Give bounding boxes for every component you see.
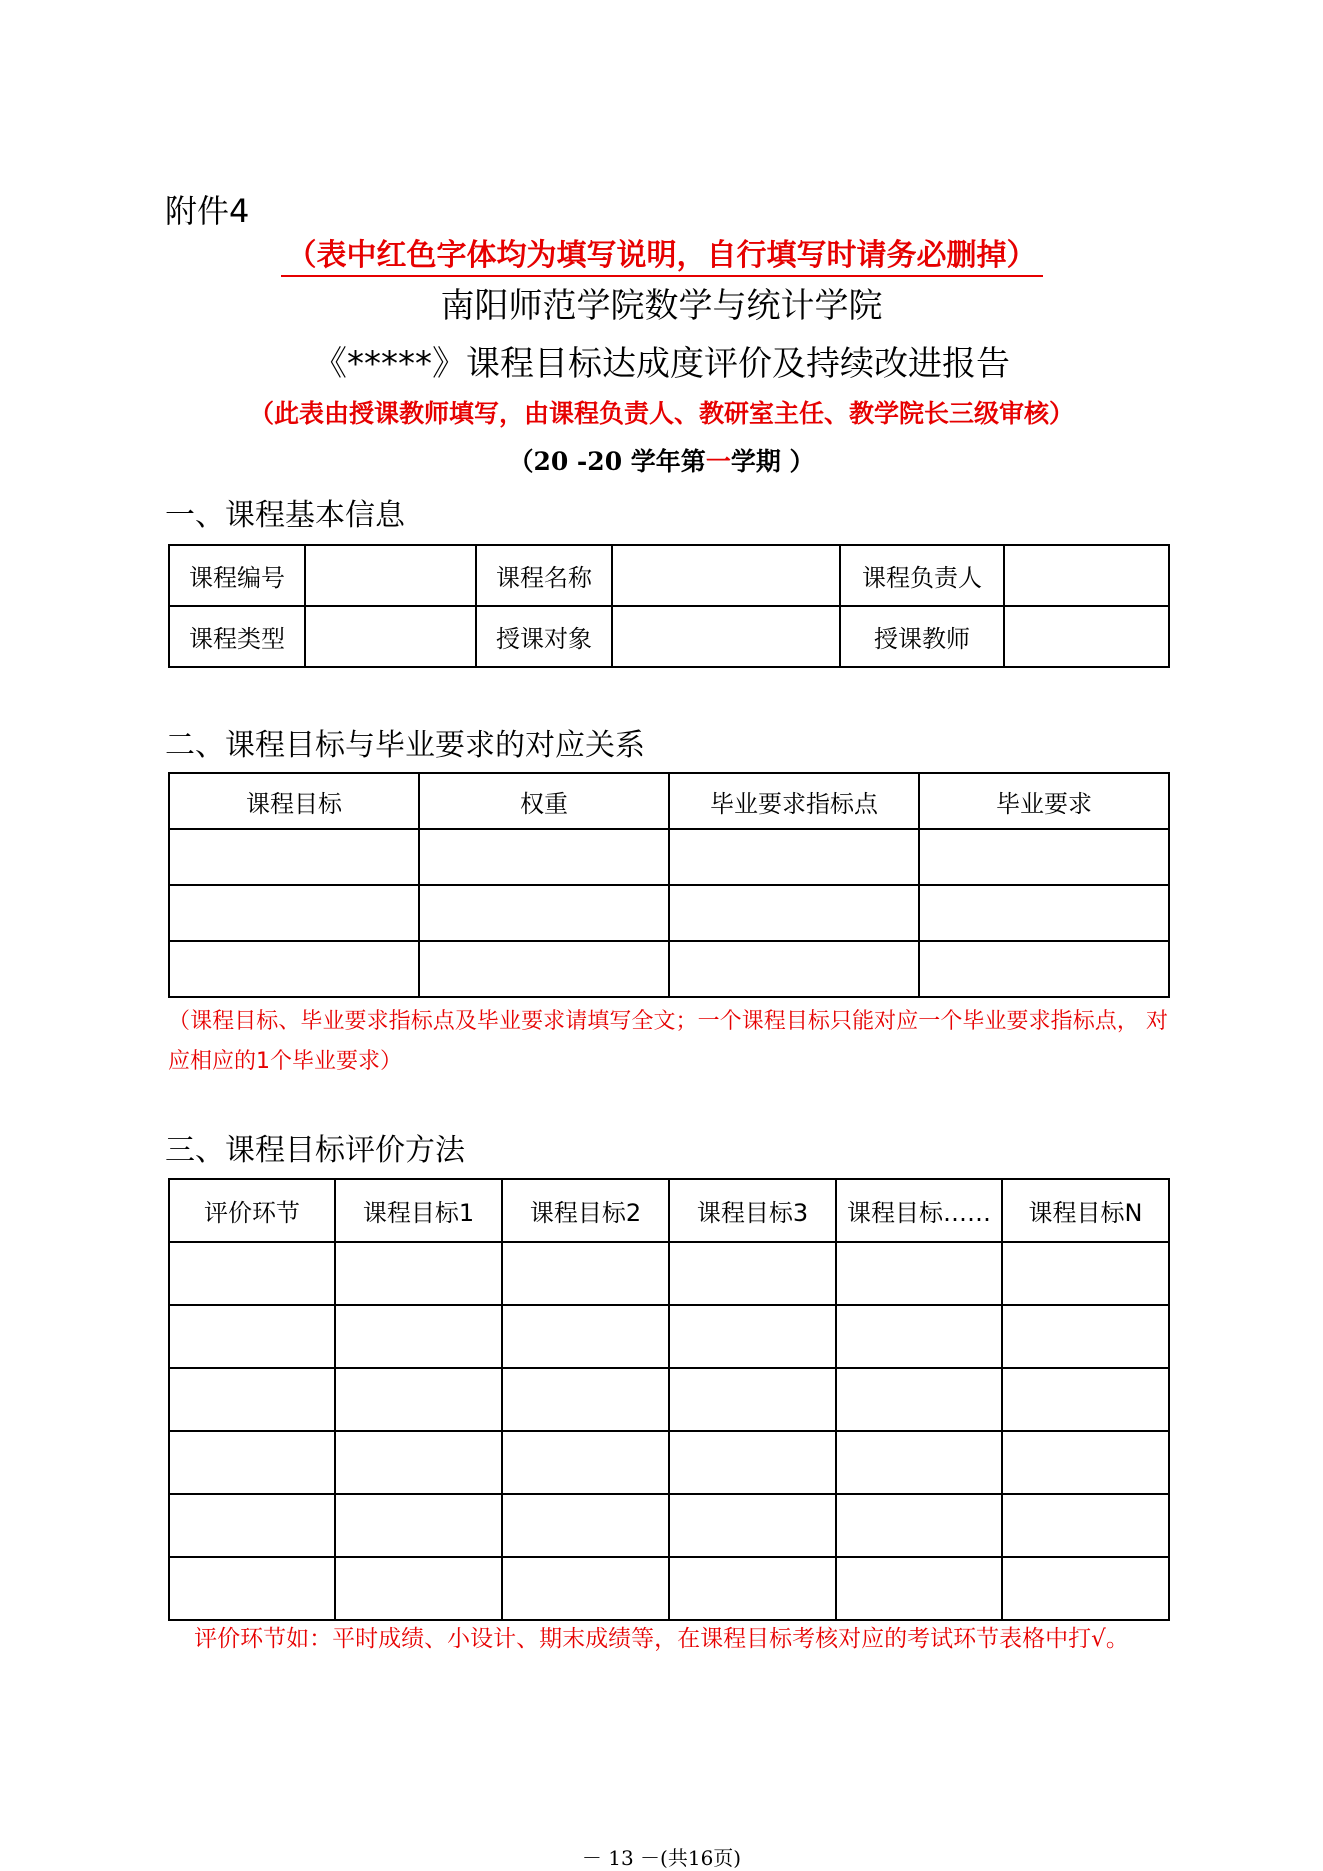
course-name-field[interactable] [612,545,840,606]
page-footer: － 13 －(共16页) [581,1846,742,1870]
table-cell[interactable] [1002,1242,1169,1305]
course-code-field[interactable] [305,545,476,606]
teacher-field[interactable] [1004,606,1169,667]
school-name: 南阳师范学院数学与统计学院 [440,286,883,326]
table-row [169,1368,1169,1431]
table-cell[interactable] [919,941,1169,997]
header-objective-1: 课程目标1 [335,1179,502,1242]
header-objective-n: 课程目标N [1002,1179,1169,1242]
table-row [169,1431,1169,1494]
section2-note: （课程目标、毕业要求指标点及毕业要求请填写全文；一个课程目标只能对应一个毕业要求指标点， 对应相应的1个毕业要求） [168,1009,1168,1074]
table-cell[interactable] [669,1242,836,1305]
course-type-field[interactable] [305,606,476,667]
table-cell[interactable] [169,1242,335,1305]
table-row [169,1494,1169,1557]
table-cell[interactable] [836,1494,1002,1557]
header-evaluation-item: 评价环节 [169,1179,335,1242]
table-header-row [169,1179,1169,1242]
table-row [169,885,1169,941]
table-row [169,1242,1169,1305]
table-cell[interactable] [669,829,919,885]
table-cell[interactable] [836,1242,1002,1305]
table-cell[interactable] [169,1305,335,1368]
table-cell[interactable] [335,1368,502,1431]
table-cell[interactable] [669,1368,836,1431]
header-graduation-requirement: 毕业要求 [919,773,1169,829]
term-highlight: 一 [705,447,731,476]
table-cell[interactable] [1002,1431,1169,1494]
term-line [0,442,1323,478]
table-cell[interactable] [169,941,419,997]
header-course-objective: 课程目标 [169,773,419,829]
course-name-label: 课程名称 [476,545,612,606]
section3-title: 三、课程目标评价方法 [165,1133,465,1168]
table-cell[interactable] [169,1431,335,1494]
table-cell[interactable] [335,1305,502,1368]
table-cell[interactable] [419,829,669,885]
table-row [169,1557,1169,1620]
course-type-label: 课程类型 [169,606,305,667]
target-students-label: 授课对象 [476,606,612,667]
header-indicator: 毕业要求指标点 [669,773,919,829]
table-cell[interactable] [919,829,1169,885]
term-prefix: （20 -20 学年第 [508,447,706,476]
table-cell[interactable] [502,1494,669,1557]
section1-title: 一、课程基本信息 [165,498,405,533]
header-objective-2: 课程目标2 [502,1179,669,1242]
table-cell[interactable] [919,885,1169,941]
section2-title: 二、课程目标与毕业要求的对应关系 [165,728,645,763]
table-cell[interactable] [669,1494,836,1557]
table-cell[interactable] [669,1305,836,1368]
header-objective-3: 课程目标3 [669,1179,836,1242]
table-cell[interactable] [502,1557,669,1620]
table-cell[interactable] [502,1368,669,1431]
table-cell[interactable] [669,941,919,997]
table-cell[interactable] [335,1494,502,1557]
table-cell[interactable] [335,1431,502,1494]
table-cell[interactable] [1002,1305,1169,1368]
table-cell[interactable] [1002,1557,1169,1620]
table-row [169,829,1169,885]
table-cell[interactable] [502,1431,669,1494]
table-cell[interactable] [169,1494,335,1557]
table-row [169,606,1169,667]
table-cell[interactable] [169,1368,335,1431]
header-weight: 权重 [419,773,669,829]
table-cell[interactable] [669,885,919,941]
table-cell[interactable] [419,941,669,997]
table-cell[interactable] [1002,1368,1169,1431]
table-cell[interactable] [169,885,419,941]
objective-mapping-table [168,772,1170,998]
table-cell[interactable] [335,1557,502,1620]
course-code-label: 课程编号 [169,545,305,606]
table-cell[interactable] [836,1431,1002,1494]
table-row [169,941,1169,997]
table-row [169,545,1169,606]
table-cell[interactable] [169,1557,335,1620]
target-students-field[interactable] [612,606,840,667]
term-suffix: 学期 ） [730,447,815,476]
report-title: 《*****》课程目标达成度评价及持续改进报告 [313,344,1010,384]
table-cell[interactable] [335,1242,502,1305]
table-cell[interactable] [669,1557,836,1620]
table-cell[interactable] [836,1557,1002,1620]
table-cell[interactable] [419,885,669,941]
table-header-row [169,773,1169,829]
evaluation-method-table [168,1178,1170,1621]
table-cell[interactable] [169,829,419,885]
course-leader-field[interactable] [1004,545,1169,606]
basic-info-table [168,544,1170,668]
table-cell[interactable] [502,1305,669,1368]
table-cell[interactable] [669,1431,836,1494]
table-cell[interactable] [836,1305,1002,1368]
audit-note: （此表由授课教师填写，由课程负责人、教研室主任、教学院长三级审核） [248,399,1074,428]
table-cell[interactable] [502,1242,669,1305]
table-cell[interactable] [836,1368,1002,1431]
header-objective-more: 课程目标…… [836,1179,1002,1242]
attachment-label: 附件4 [165,192,250,230]
teacher-label: 授课教师 [840,606,1004,667]
table-cell[interactable] [1002,1494,1169,1557]
table-row [169,1305,1169,1368]
course-leader-label: 课程负责人 [840,545,1004,606]
red-fill-notice-text: （表中红色字体均为填写说明，自行填写时请务必删掉） [281,238,1043,277]
red-fill-notice [0,230,1323,274]
section3-note: 评价环节如：平时成绩、小设计、期末成绩等，在课程目标考核对应的考试环节表格中打√。 [194,1626,1129,1652]
